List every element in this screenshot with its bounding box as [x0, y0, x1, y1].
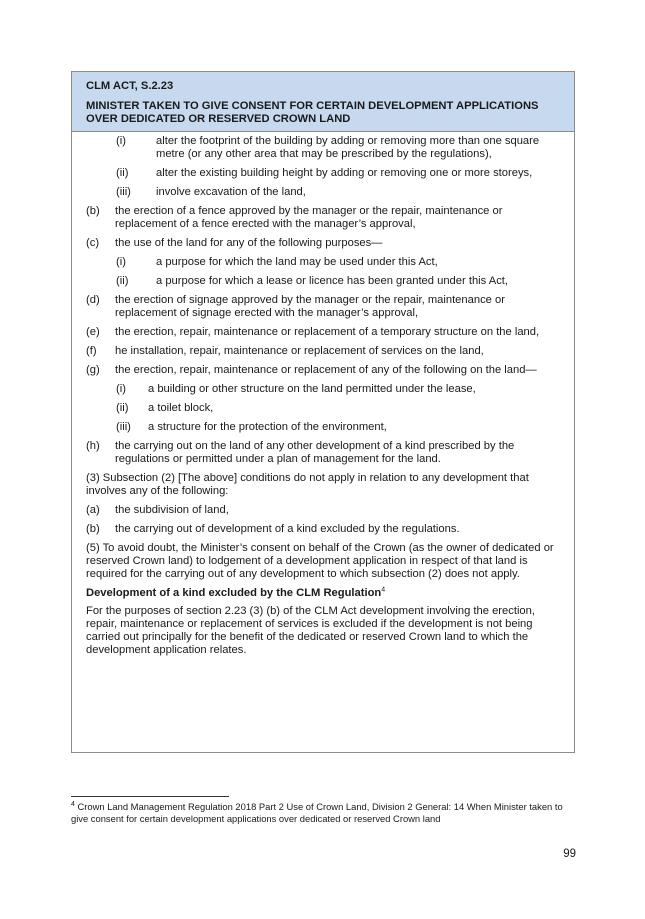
list-label: (iii) — [116, 186, 131, 198]
box-header — [72, 72, 574, 132]
list-text: a structure for the protection of the environment, — [148, 421, 387, 433]
list-text: a purpose for which a lease or licence has been granted under this Act, — [156, 275, 509, 287]
list-item — [86, 440, 564, 466]
list-label: (b) — [86, 205, 100, 217]
list-item — [86, 186, 564, 199]
list-item — [86, 421, 564, 434]
list-label: (e) — [86, 326, 100, 338]
list-text: a toilet block, — [148, 402, 214, 414]
list-label: (ii) — [116, 275, 129, 287]
list-item — [86, 345, 564, 358]
list-text: the subdivision of land, — [115, 504, 229, 516]
footnote — [71, 801, 577, 825]
list-item — [86, 256, 564, 269]
final-paragraph: For the purposes of section 2.23 (3) (b) of the CLM Act development involving the erection, repair, maintenance or replacement of services is excluded if the development is not being carried out principally for the benefit of the dedicated or reserved Crown land to which the development application relates. — [86, 605, 535, 656]
list-label: (i) — [116, 256, 126, 268]
list-text: involve excavation of the land, — [156, 186, 306, 198]
list-text: the carrying out on the land of any other development of a kind prescribed by the regulations or permitted under a plan of management for the land. — [115, 440, 515, 465]
box-body — [72, 132, 574, 657]
list-item — [86, 275, 564, 288]
footnote-text: Crown Land Management Regulation 2018 Part 2 Use of Crown Land, Division 2 General: 14 When Minister taken to give consent for certain development applications over dedicated or reserved Crown land — [71, 801, 563, 824]
list-item — [86, 135, 564, 161]
box-subtitle: MINISTER TAKEN TO GIVE CONSENT FOR CERTAIN DEVELOPMENT APPLICATIONS OVER DEDICATED OR RESERVED CROWN LAND — [86, 100, 539, 125]
footnote-divider — [71, 796, 229, 797]
list-item — [86, 364, 564, 377]
list-label: (g) — [86, 364, 100, 376]
list-item — [86, 294, 564, 320]
list-item — [86, 237, 564, 250]
list-label: (b) — [86, 523, 100, 535]
page-number: 99 — [563, 848, 576, 860]
list-text: a purpose for which the land may be used under this Act, — [156, 256, 438, 268]
list-label: (ii) — [116, 167, 129, 179]
list-text: the use of the land for any of the following purposes— — [115, 237, 383, 249]
list-text: he installation, repair, maintenance or replacement of services on the land, — [115, 345, 484, 357]
footnote-reference[interactable]: 4 — [381, 586, 386, 594]
list-text: the erection of a fence approved by the manager or the repair, maintenance or replacement of a fence erected with the manager’s approval, — [115, 205, 503, 230]
list-label: (i) — [116, 135, 126, 147]
list-text: the erection, repair, maintenance or replacement of any of the following on the land— — [115, 364, 537, 376]
list-text: alter the footprint of the building by adding or removing more than one square metre (or any other area that may be prescribed by the regulations), — [156, 135, 540, 160]
list-label: (d) — [86, 294, 100, 306]
subsection-5-paragraph: (5) To avoid doubt, the Minister’s consent on behalf of the Crown (as the owner of dedicated or reserved Crown land) to lodgement of a development application in respect of that land is required for the carrying out of any development to which subsection (2) does not apply. — [86, 542, 554, 580]
list-item — [86, 205, 564, 231]
list-label: (ii) — [116, 402, 129, 414]
list-item — [86, 167, 564, 180]
list-label: (iii) — [116, 421, 131, 433]
list-label: (a) — [86, 504, 100, 516]
section-heading — [86, 587, 564, 600]
list-label: (c) — [86, 237, 100, 249]
list-label: (h) — [86, 440, 100, 452]
list-item — [86, 383, 564, 396]
list-text: the erection of signage approved by the manager or the repair, maintenance or replacement of signage erected with the manager’s approval, — [115, 294, 505, 319]
legislation-box — [71, 71, 575, 753]
box-title: CLM ACT, S.2.23 — [86, 80, 174, 92]
list-text: alter the existing building height by adding or removing one or more storeys, — [156, 167, 533, 179]
list-item — [86, 523, 564, 536]
list-text: a building or other structure on the land permitted under the lease, — [148, 383, 476, 395]
footnote-marker: 4 — [71, 800, 75, 808]
list-text: the carrying out of development of a kind excluded by the regulations. — [115, 523, 460, 535]
section-heading-text: Development of a kind excluded by the CLM Regulation — [86, 587, 382, 599]
list-label: (f) — [86, 345, 97, 357]
list-item — [86, 402, 564, 415]
list-item — [86, 504, 564, 517]
subsection-3-paragraph: (3) Subsection (2) [The above] conditions do not apply in relation to any development that involves any of the following: — [86, 472, 529, 497]
list-label: (i) — [116, 383, 126, 395]
list-item — [86, 326, 564, 339]
list-text: the erection, repair, maintenance or replacement of a temporary structure on the land, — [115, 326, 540, 338]
